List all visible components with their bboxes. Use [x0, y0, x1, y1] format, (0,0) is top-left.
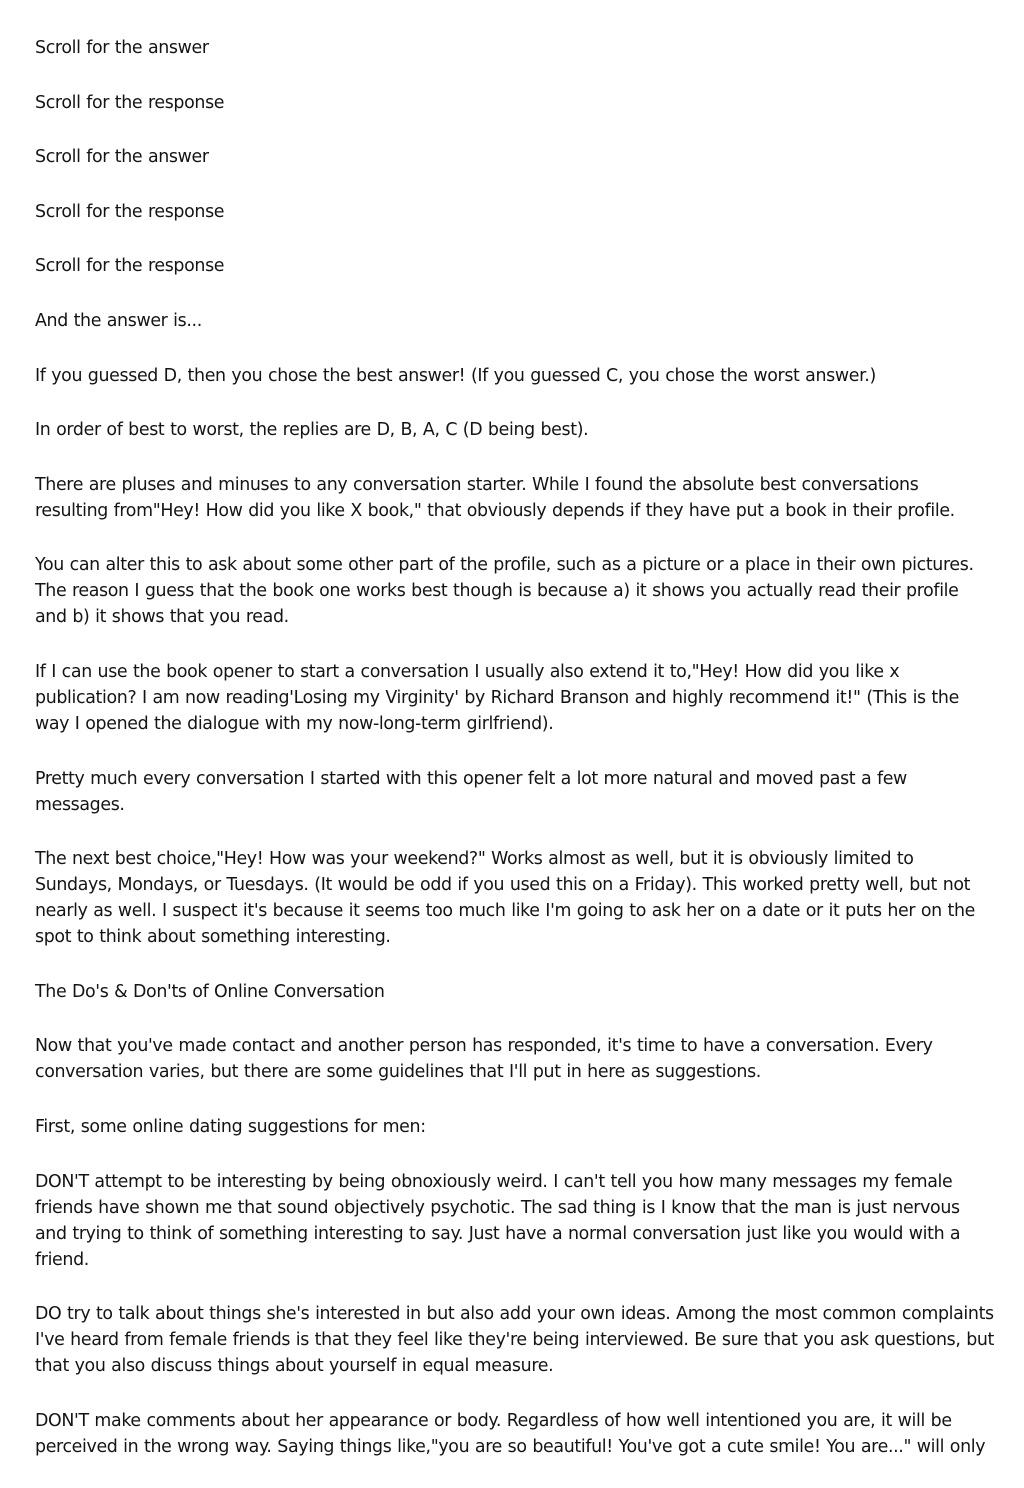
paragraph-made-contact: Now that you've made contact and another person has responded, it's time to have a conversation. Every conversation varies, but there are some guidelines that I'll put in here as suggestions. — [35, 1036, 933, 1083]
paragraph-do-talk: DO try to talk about things she's interested in but also add your own ideas. Among the most common complaints I've heard from female friends is that they feel like they're being interviewed. Be sure that you ask questions, but that you also discuss things about yourself in equal measure. — [35, 1304, 995, 1377]
paragraph-best-answer: If you guessed D, then you chose the best answer! (If you guessed C, you chose the worst answer.) — [35, 365, 876, 386]
paragraph-order: In order of best to worst, the replies are D, B, A, C (D being best). — [35, 420, 589, 441]
paragraph-alter-profile: You can alter this to ask about some other part of the profile, such as a picture or a place in their own pictures. The reason I guess that the book one works best though is because a) it shows you actually read their profile and b) it shows that you read. — [35, 555, 974, 628]
paragraph-scroll-response-1: Scroll for the response — [35, 92, 225, 113]
paragraph-book-opener: If I can use the book opener to start a conversation I usually also extend it to,"Hey! How did you like x publication? I am now reading'Losing my Virginity' by Richard Branson and highly recommend it!" (This is the way I opened the dialogue with my now-long-term girlfriend). — [35, 661, 959, 734]
paragraph-next-best: The next best choice,"Hey! How was your weekend?" Works almost as well, but it is obviously limited to Sundays, Mondays, or Tuesdays. (It would be odd if you used this on a Friday). This worked pretty well, but not nearly as well. I suspect it's because it seems too much like I'm going to ask her on a date or it puts her on the spot to think about something interesting. — [35, 849, 975, 948]
paragraph-dont-weird: DON'T attempt to be interesting by being obnoxiously weird. I can't tell you how many messages my female friends have shown me that sound objectively psychotic. The sad thing is I know that the man is just nervous and trying to think of something interesting to say. Just have a normal conversation just like you would with a friend. — [35, 1171, 961, 1270]
paragraph-dont-appearance: DON'T make comments about her appearance or body. Regardless of how well intentioned you are, it will be perceived in the wrong way. Saying things like,"you are so beautiful! You've got a cute smile! You are..." will only — [35, 1410, 986, 1457]
paragraph-natural-conversation: Pretty much every conversation I started with this opener felt a lot more natural and moved past a few messages. — [35, 768, 907, 815]
paragraph-scroll-answer-2: Scroll for the answer — [35, 147, 209, 168]
paragraph-scroll-answer-1: Scroll for the answer — [35, 38, 209, 58]
paragraph-suggestions-men: First, some online dating suggestions for men: — [35, 1116, 426, 1137]
document-body — [35, 35, 995, 1488]
paragraph-pluses-minuses: There are pluses and minuses to any conversation starter. While I found the absolute best conversations resulting from"Hey! How did you like X book," that obviously depends if they have put a book in their profile. — [35, 474, 955, 521]
section-heading-dos-donts: The Do's & Don'ts of Online Conversation — [35, 981, 385, 1002]
paragraph-scroll-response-3: Scroll for the response — [35, 256, 225, 277]
paragraph-answer-intro: And the answer is... — [35, 310, 202, 331]
paragraph-scroll-response-2: Scroll for the response — [35, 201, 225, 222]
